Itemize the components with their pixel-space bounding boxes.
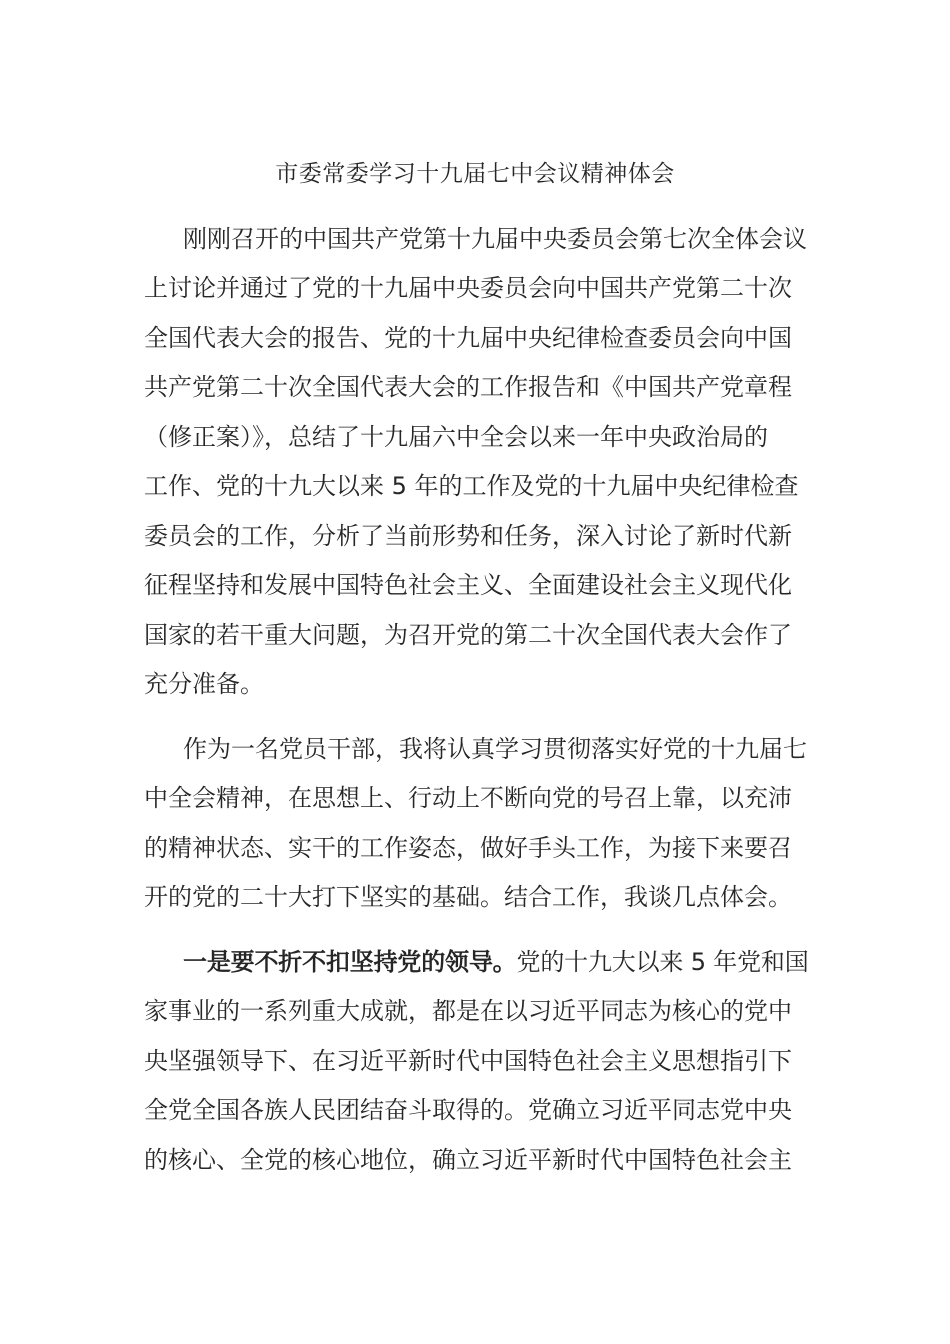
- paragraph-1-line: （修正案）》，总结了十九届六中全会以来一年中央政治局的: [144, 423, 768, 451]
- paragraph-2-line: 开的党的二十大打下坚实的基础。结合工作，我谈几点体会。: [144, 883, 792, 911]
- paragraph-1-line: 上讨论并通过了党的十九届中央委员会向中国共产党第二十次: [144, 274, 792, 302]
- paragraph-2-line: 中全会精神，在思想上、行动上不断向党的号召上靠，以充沛: [144, 784, 792, 812]
- paragraph-1-line: 委员会的工作，分析了当前形势和任务，深入讨论了新时代新: [144, 522, 792, 550]
- paragraph-3-line: 的核心、全党的核心地位，确立习近平新时代中国特色社会主: [144, 1146, 792, 1174]
- paragraph-3-line: 央坚强领导下、在习近平新时代中国特色社会主义思想指引下: [144, 1047, 792, 1075]
- paragraph-1-line: 刚刚召开的中国共产党第十九届中央委员会第七次全体会议: [183, 225, 807, 253]
- paragraph-1-line: 国家的若干重大问题，为召开党的第二十次全国代表大会作了: [144, 621, 792, 649]
- paragraph-3-first-line: [144, 944, 809, 980]
- paragraph-3-bold-lead: 一是要不折不扣坚持党的领导。: [183, 948, 517, 976]
- paragraph-3-line: 家事业的一系列重大成就，都是在以习近平同志为核心的党中: [144, 997, 792, 1025]
- paragraph-3-first-rest: 党的十九大以来 5 年党和国: [516, 948, 809, 976]
- paragraph-2-line: 作为一名党员干部，我将认真学习贯彻落实好党的十九届七: [183, 735, 807, 763]
- paragraph-2-line: 的精神状态、实干的工作姿态，做好手头工作，为接下来要召: [144, 834, 792, 862]
- document-title: 市委常委学习十九届七中会议精神体会: [275, 161, 675, 187]
- paragraph-1-line: 全国代表大会的报告、党的十九届中央纪律检查委员会向中国: [144, 324, 792, 352]
- paragraph-1-line: 充分准备。: [144, 670, 264, 698]
- paragraph-1-line: 征程坚持和发展中国特色社会主义、全面建设社会主义现代化: [144, 571, 792, 599]
- paragraph-1-line: 共产党第二十次全国代表大会的工作报告和《中国共产党章程: [144, 373, 792, 401]
- paragraph-1-line: 工作、党的十九大以来 5 年的工作及党的十九届中央纪律检查: [144, 472, 799, 500]
- paragraph-3-line: 全党全国各族人民团结奋斗取得的。党确立习近平同志党中央: [144, 1096, 792, 1124]
